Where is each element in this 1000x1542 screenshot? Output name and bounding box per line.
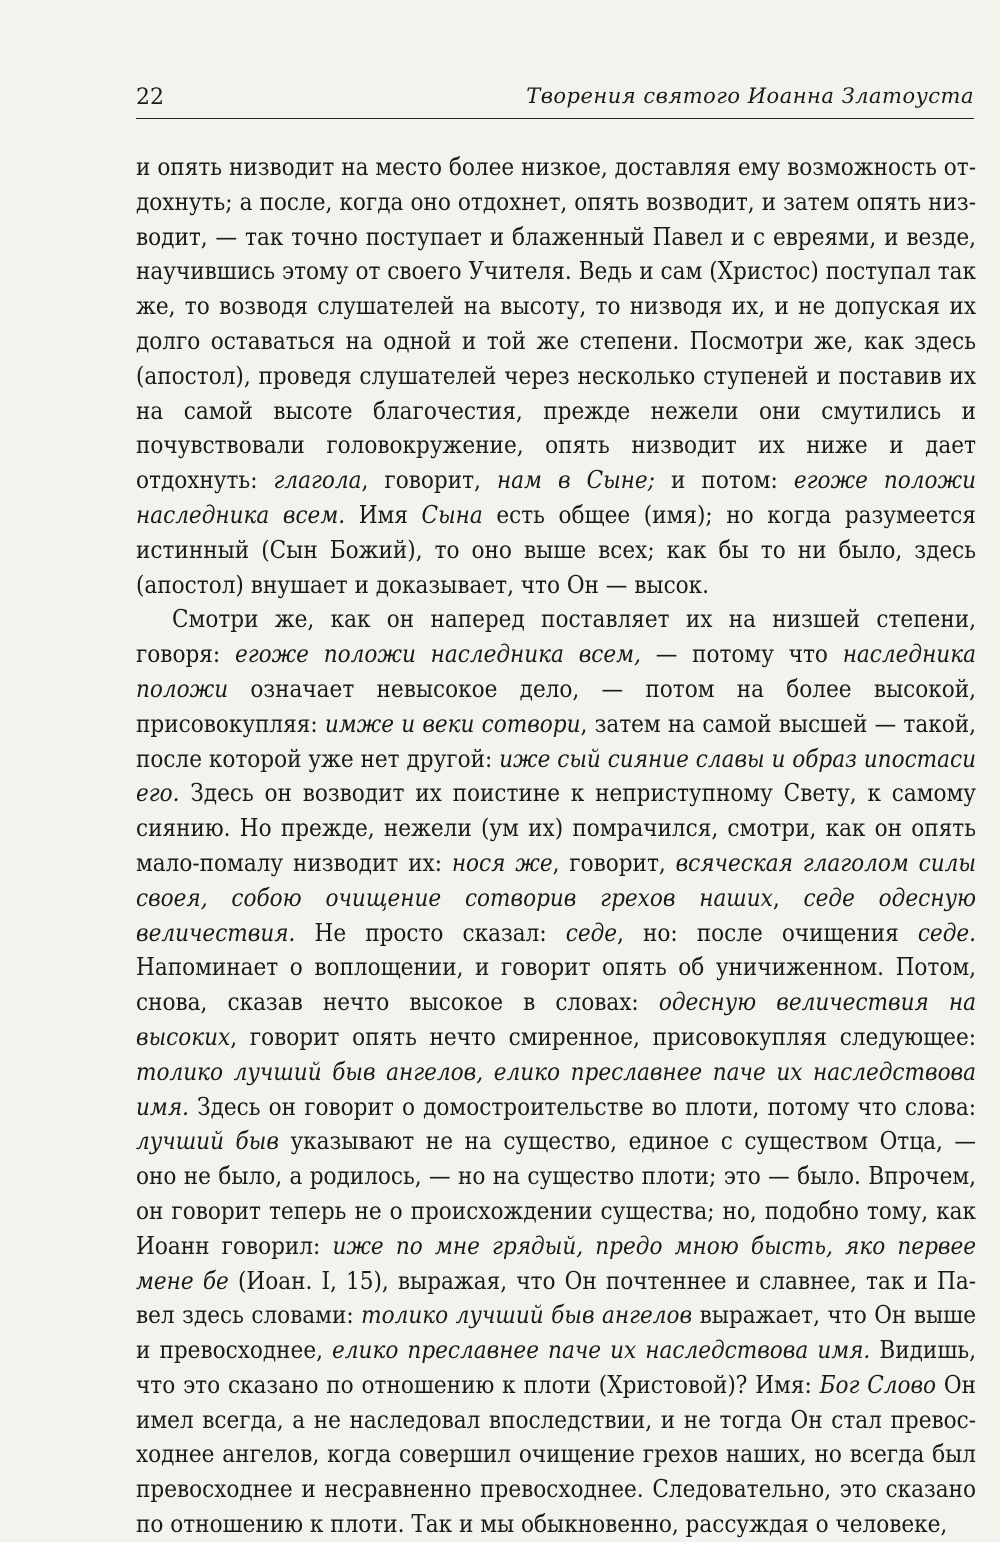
text-run: — потому что: [640, 640, 843, 669]
text-run: Здесь он говорит о домостроительстве во плоти, потому что слова:: [188, 1092, 976, 1121]
italic-quote: седе одесную величествия.: [136, 883, 976, 947]
italic-quote: Бог Слово: [819, 1370, 937, 1399]
text-run: Он имел всегда, а не наследовал впоследствии, и не тогда Он стал превосходнее ангелов, когда совершил очищение грехов наших, но всегда был превосходнее и несравненно превосходнее. Следовательно, это сказано по отношению к плоти. Так и мы обыкновенно, рассуждая о человеке,: [136, 1370, 976, 1539]
italic-quote: одесную величествия на высоких: [136, 988, 976, 1051]
running-title: Творения святого Иоанна Златоуста: [526, 84, 974, 108]
text-run: , затем на самой высшей — такой, после которой уже нет другой:: [136, 709, 976, 773]
italic-quote: елико преславнее паче их наследствова имя.: [332, 1336, 871, 1365]
paragraph-2: [136, 602, 976, 1542]
text-run: ,: [772, 883, 804, 912]
italic-quote: нося же: [451, 848, 553, 877]
italic-quote: всяческая глаголом силы своея, собою очищение сотворив грехов наших: [136, 848, 976, 912]
body-text: [136, 150, 976, 1542]
paragraph-1: [136, 150, 976, 602]
text-run: (Иоан. I, 15), выражая, что Он почтеннее и славнее, так и Павел здесь словами:: [136, 1266, 977, 1330]
italic-quote: толико лучший быв ангелов, елико преславнее паче их наследствова имя.: [136, 1057, 976, 1121]
italic-quote: глагола: [273, 466, 362, 495]
italic-quote: седе.: [917, 918, 977, 947]
italic-quote: иже по мне грядый, предо мною бысть, яко первее мене бе: [136, 1231, 976, 1295]
text-run: , говорит опять нечто смиренное, присовокупляя следующее:: [230, 1022, 976, 1051]
text-run: и потом:: [654, 466, 794, 495]
text-run: указывают не на существо, единое с существом Отца, — оно не было, а родилось, — но на существо плоти; это — было. Впрочем, он говорит теперь не о происхождении существа; но, подобно тому, как Иоанн говорил:: [136, 1127, 976, 1260]
text-run: есть общее (имя); но когда разумеется истинный (Сын Божий), то оно выше всех; как бы то ни было, здесь (апостол) внушает и доказывает, что Он — высок.: [136, 500, 976, 599]
text-run: , но: после очищения: [617, 918, 918, 947]
italic-quote: лучший быв: [136, 1127, 279, 1156]
italic-quote: егоже положи наследника всем.: [136, 466, 977, 529]
text-run: и опять низводит на место более низкое, доставляя ему возможность отдохнуть; а после, когда оно отдохнет, опять возводит, и затем опять низводит, — так точно поступает и блаженный Павел и с евреями, и везде, научившись этому от своего Учителя. Ведь и сам (Христос) поступал так же, то возводя слушателей на высоту, то низводя их, и не допуская их долго оставаться на одной и той же степени. Посмотри же, как здесь (апостол), проведя слушателей через несколько ступеней и поставив их на самой высоте благочестия, прежде нежели они смутились и почувствовали головокружение, опять низводит их ниже и дает отдохнуть:: [136, 153, 976, 495]
text-run: Не просто сказал:: [295, 918, 566, 947]
italic-quote: нам в Сыне;: [496, 466, 655, 495]
text-run: , говорит,: [361, 466, 497, 495]
italic-quote: имже и веки сотвори: [324, 709, 581, 738]
page-header: [136, 70, 974, 119]
italic-quote: егоже положи наследника всем,: [234, 640, 641, 669]
italic-quote: наследника положи: [136, 640, 976, 703]
italic-quote: иже сый сияние славы и образ ипостаси его.: [136, 744, 977, 808]
text-run: выражает, что Он выше и превосходнее,: [136, 1301, 977, 1365]
italic-quote: Сына: [421, 500, 483, 529]
text-run: Здесь он возводит их поистине к неприступному Свету, к самому сиянию. Но прежде, нежели (ум их) помрачился, смотри, как он опять мало-помалу низводит их:: [136, 779, 976, 877]
text-run: означает невысокое дело, — потом на более высокой, присовокупляя:: [136, 674, 976, 738]
text-run: Имя: [345, 500, 422, 529]
text-run: Видишь, что это сказано по отношению к плоти (Христовой)? Имя:: [136, 1336, 976, 1399]
text-run: Напоминает о воплощении, и говорит опять об уничиженном. Потом, снова, сказав нечто высокое в словах:: [136, 953, 976, 1017]
italic-quote: седе: [565, 918, 618, 947]
text-run: , говорит,: [552, 848, 676, 877]
text-run: Смотри же, как он наперед поставляет их на низшей степени, говоря:: [136, 605, 976, 669]
page-number: 22: [136, 85, 164, 110]
italic-quote: толико лучший быв ангелов: [361, 1301, 693, 1330]
